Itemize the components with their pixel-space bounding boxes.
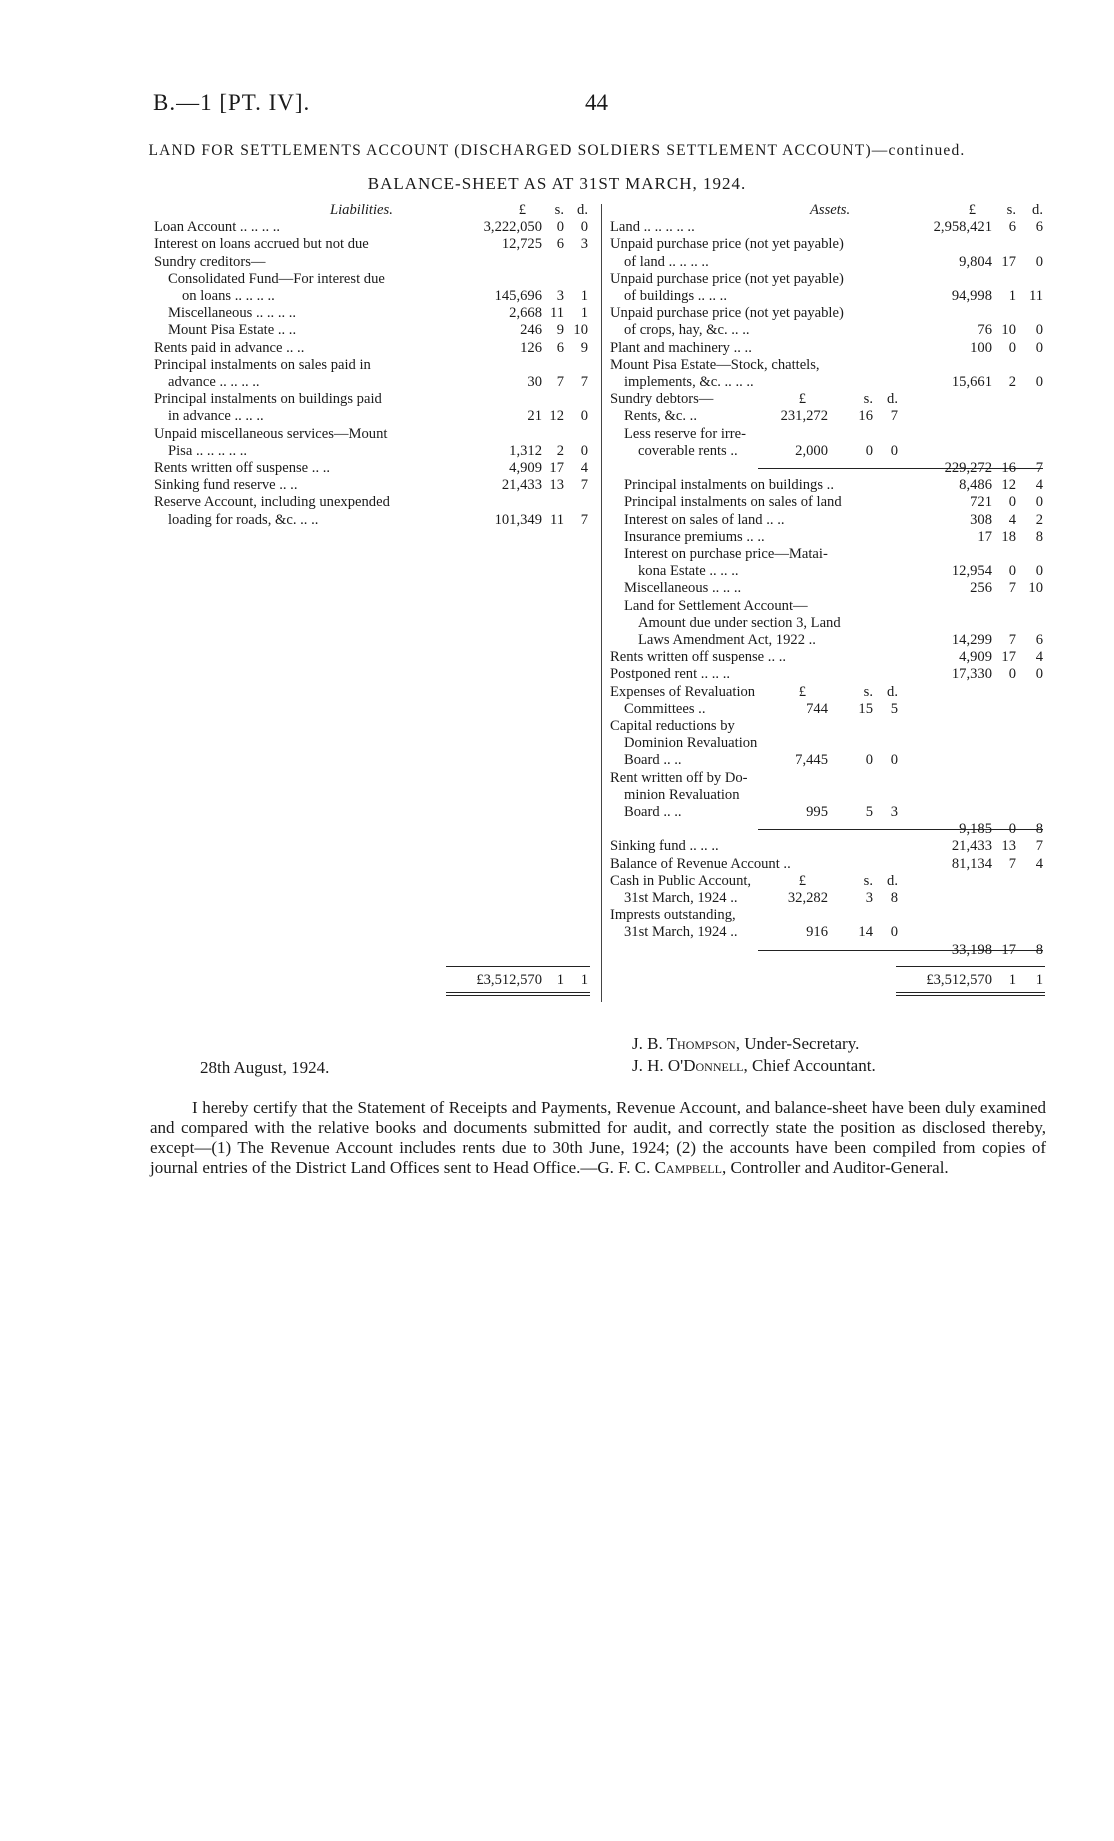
shilling-column-heading: s. [554, 202, 564, 218]
signature-date: 28th August, 1924. [200, 1058, 330, 1077]
amount-shillings: 2 [556, 442, 564, 459]
amount-pence: 6 [1035, 219, 1043, 236]
amount-shillings: 6 [1008, 219, 1016, 236]
total-shillings: 1 [1008, 972, 1016, 988]
amount-pence: 0 [1035, 374, 1043, 390]
amount-pounds: 17,330 [951, 666, 992, 683]
amount-pence: 0 [580, 442, 588, 459]
line-item-label: Principal instalments on sales paid in [154, 356, 371, 373]
amount-pence: 0 [1035, 666, 1043, 683]
line-item-label: Unpaid purchase price (not yet payable) [610, 305, 844, 322]
amount-shillings: 3 [556, 288, 564, 304]
amount-pounds: 256 [970, 580, 992, 597]
line-item-label: Sundry debtors— [610, 391, 714, 408]
sub-amount-pence: 0 [890, 924, 898, 941]
amount-pence: 0 [1035, 494, 1043, 511]
sub-pound-heading: £ [798, 391, 806, 408]
total-pounds: £3,512,570 [476, 972, 542, 988]
amount-pence: 4 [1035, 477, 1043, 494]
sub-amount-shillings: 15 [858, 700, 873, 717]
amount-shillings: 13 [549, 477, 564, 494]
sub-shilling-heading: s. [863, 872, 873, 889]
amount-pounds: 17 [977, 528, 992, 545]
line-item-label: on loans .. .. .. .. [182, 288, 275, 304]
balance-sheet [150, 202, 1048, 1002]
line-item-label: Consolidated Fund—For interest due [168, 270, 385, 287]
amount-pounds: 126 [520, 339, 542, 356]
sub-amount-shillings: 3 [865, 890, 873, 906]
sub-amount-shillings: 14 [858, 924, 873, 941]
amount-pounds: 15,661 [951, 374, 992, 390]
line-item-label: Mount Pisa Estate—Stock, chattels, [610, 356, 820, 373]
sub-amount-pounds: 7,445 [795, 752, 828, 769]
sub-amount-pence: 7 [890, 408, 898, 425]
amount-pounds: 12,725 [501, 236, 542, 253]
signatory-title: , Chief Accountant. [743, 1056, 876, 1075]
sub-shilling-heading: s. [863, 683, 873, 700]
total-pence: 1 [1035, 972, 1043, 988]
line-item-label: Interest on loans accrued but not due [154, 236, 369, 253]
line-item-label: Principal instalments on buildings .. [624, 477, 834, 494]
sub-amount-pounds: 744 [806, 700, 828, 717]
sub-pound-heading: £ [798, 683, 806, 700]
amount-pounds: 81,134 [951, 855, 992, 872]
sub-amount-pence: 5 [890, 700, 898, 717]
amount-pence: 8 [1035, 528, 1043, 545]
amount-pounds: 9,185 [959, 821, 992, 838]
line-item-label: Unpaid purchase price (not yet payable) [610, 236, 844, 253]
line-item-label: advance .. .. .. .. [168, 374, 260, 390]
sub-amount-pence: 0 [890, 752, 898, 769]
column-heading: Liabilities. [330, 202, 393, 218]
amount-shillings: 13 [1001, 838, 1016, 855]
signatory-name: J. B. Thompson [632, 1034, 736, 1053]
line-item-label: Postponed rent .. .. .. [610, 666, 730, 683]
line-item-label: of buildings .. .. .. [624, 288, 727, 304]
sub-amount-pounds: 916 [806, 924, 828, 941]
line-item-label: Rents paid in advance .. .. [154, 339, 305, 356]
line-item-label: Sinking fund reserve .. .. [154, 477, 298, 494]
amount-pence: 8 [1035, 821, 1043, 838]
line-item-label: Dominion Revaluation [624, 735, 758, 752]
line-item-label: of land .. .. .. .. [624, 253, 709, 270]
amount-shillings: 1 [1008, 288, 1016, 304]
total-rule-top [896, 966, 1045, 967]
amount-pounds: 3,222,050 [483, 219, 542, 236]
line-item-label: Cash in Public Account, [610, 872, 752, 889]
amount-pence: 6 [1035, 632, 1043, 648]
sub-amount-pounds: 995 [806, 804, 828, 820]
line-item-label: Loan Account .. .. .. .. [154, 219, 281, 236]
amount-shillings: 18 [1001, 528, 1016, 545]
column-heading: Assets. [810, 202, 851, 218]
sub-amount-shillings: 16 [858, 408, 873, 425]
amount-pounds: 33,198 [951, 941, 992, 958]
amount-pence: 7 [1035, 460, 1043, 476]
amount-pounds: 4,909 [509, 460, 542, 476]
amount-pounds: 101,349 [494, 511, 542, 528]
line-item-label: coverable rents .. [638, 442, 738, 459]
amount-shillings: 11 [549, 511, 564, 528]
sub-shilling-heading: s. [863, 391, 873, 408]
balance-sheet-title: BALANCE-SHEET AS AT 31ST MARCH, 1924. [367, 174, 747, 193]
page-number: 44 [585, 90, 608, 115]
amount-shillings: 17 [549, 460, 564, 476]
line-item-label: Insurance premiums .. .. [624, 528, 765, 545]
line-item-label: Rent written off by Do- [610, 769, 748, 786]
total-pence: 1 [580, 972, 588, 988]
amount-pounds: 246 [520, 322, 542, 339]
pound-column-heading: £ [518, 202, 526, 218]
signatory-name: J. H. O'Donnell [632, 1056, 744, 1075]
column-divider [601, 204, 602, 1002]
line-item-label: of crops, hay, &c. .. .. [624, 322, 750, 339]
amount-pounds: 145,696 [494, 288, 542, 304]
line-item-label: Interest on sales of land .. .. [624, 511, 785, 528]
line-item-label: Rents written off suspense .. .. [610, 649, 787, 666]
amount-pence: 0 [1035, 322, 1043, 339]
line-item-label: Principal instalments on buildings paid [154, 391, 382, 408]
sub-amount-pounds: 2,000 [795, 442, 828, 459]
amount-pence: 3 [580, 236, 588, 253]
line-item-label: Balance of Revenue Account .. [610, 855, 791, 872]
amount-shillings: 9 [556, 322, 564, 339]
line-item-label: Miscellaneous .. .. .. .. [168, 305, 297, 322]
amount-shillings: 2 [1008, 374, 1016, 390]
amount-pence: 8 [1035, 941, 1043, 958]
line-item-label: Capital reductions by [610, 718, 735, 734]
amount-shillings: 17 [1001, 941, 1016, 958]
amount-shillings: 17 [1001, 253, 1016, 270]
line-item-label: Land for Settlement Account— [624, 597, 808, 614]
amount-pence: 7 [580, 511, 588, 528]
amount-pounds: 8,486 [959, 477, 992, 494]
amount-shillings: 7 [1008, 855, 1016, 872]
amount-pence: 0 [1035, 253, 1043, 270]
amount-shillings: 4 [1008, 511, 1016, 528]
line-item-label: Laws Amendment Act, 1922 .. [638, 632, 816, 648]
shilling-column-heading: s. [1006, 202, 1016, 218]
sub-amount-pounds: 32,282 [787, 890, 828, 906]
pence-column-heading: d. [577, 202, 588, 218]
amount-pence: 0 [580, 219, 588, 236]
total-rule-bottom [446, 992, 590, 993]
signatory-chief-accountant [632, 1056, 876, 1076]
amount-shillings: 0 [1008, 666, 1016, 683]
total-rule-double [896, 995, 1045, 996]
amount-shillings: 0 [556, 219, 564, 236]
line-item-label: Reserve Account, including unexpended [154, 494, 390, 511]
document-reference: B.—1 [PT. IV]. [153, 90, 311, 115]
amount-pounds: 2,668 [509, 305, 542, 322]
line-item-label: Amount due under section 3, Land [638, 614, 841, 631]
amount-pounds: 21,433 [951, 838, 992, 855]
amount-shillings: 7 [556, 374, 564, 390]
sub-pence-heading: d. [887, 872, 898, 889]
amount-shillings: 0 [1008, 494, 1016, 511]
amount-shillings: 7 [1008, 632, 1016, 648]
amount-pounds: 2,958,421 [933, 219, 992, 236]
total-rule-bottom [896, 992, 1045, 993]
amount-shillings: 17 [1001, 649, 1016, 666]
certificate-text: I hereby certify that the Statement of Receipts and Payments, Revenue Account, and balance-sheet have been duly examined and compared with the relative books and documents submitted for audit, and correctly state the position as disclosed thereby, except—(1) The Revenue Account includes rents due to 30th June, 1924; (2) the accounts have been compiled from copies of journal entries of the District Land Offices sent to Head Office.— [150, 1098, 1046, 1177]
amount-pounds: 30 [527, 374, 542, 390]
sub-pence-heading: d. [887, 391, 898, 408]
amount-shillings: 12 [1001, 477, 1016, 494]
amount-pounds: 100 [970, 339, 992, 356]
audit-certificate [150, 1098, 1046, 1178]
amount-shillings: 6 [556, 339, 564, 356]
line-item-label: Sundry creditors— [154, 253, 266, 270]
amount-pence: 1 [580, 305, 588, 322]
line-item-label: Land .. .. .. .. .. [610, 219, 695, 236]
amount-pounds: 21,433 [501, 477, 542, 494]
line-item-label: Sinking fund .. .. .. [610, 838, 719, 855]
signatory-under-secretary [632, 1034, 859, 1054]
amount-pounds: 94,998 [951, 288, 992, 304]
sub-amount-shillings: 5 [865, 804, 873, 820]
amount-pounds: 721 [970, 494, 992, 511]
amount-shillings: 11 [549, 305, 564, 322]
amount-pence: 0 [580, 408, 588, 425]
page-title: LAND FOR SETTLEMENTS ACCOUNT (DISCHARGED SOLDIERS SETTLEMENT ACCOUNT)—continued. [148, 142, 966, 159]
amount-pounds: 4,909 [959, 649, 992, 666]
sub-amount-pence: 8 [890, 890, 898, 906]
total-pounds: £3,512,570 [926, 972, 992, 988]
amount-pounds: 1,312 [509, 442, 542, 459]
line-item-label: Principal instalments on sales of land [624, 494, 842, 511]
amount-pence: 4 [1035, 855, 1043, 872]
amount-pence: 7 [580, 477, 588, 494]
line-item-label: Mount Pisa Estate .. .. [168, 322, 297, 339]
total-rule-double [446, 995, 590, 996]
line-item-label: in advance .. .. .. [168, 408, 264, 425]
sub-amount-pounds: 231,272 [780, 408, 828, 425]
line-item-label: Plant and machinery .. .. [610, 339, 752, 356]
line-item-label: Rents written off suspense .. .. [154, 460, 331, 476]
line-item-label: Less reserve for irre- [624, 425, 746, 442]
amount-pounds: 14,299 [951, 632, 992, 648]
amount-pence: 1 [580, 288, 588, 304]
line-item-label: Miscellaneous .. .. .. [624, 580, 742, 597]
amount-shillings: 0 [1008, 821, 1016, 838]
pence-column-heading: d. [1032, 202, 1043, 218]
amount-pounds: 9,804 [959, 253, 992, 270]
amount-pence: 4 [1035, 649, 1043, 666]
amount-pence: 2 [1035, 511, 1043, 528]
line-item-label: 31st March, 1924 .. [624, 890, 738, 906]
sub-amount-pence: 0 [890, 442, 898, 459]
amount-shillings: 6 [556, 236, 564, 253]
amount-shillings: 0 [1008, 563, 1016, 580]
line-item-label: Pisa .. .. .. .. .. [168, 442, 248, 459]
line-item-label: Rents, &c. .. [624, 408, 697, 425]
amount-shillings: 10 [1001, 322, 1016, 339]
amount-shillings: 12 [549, 408, 564, 425]
certificate-signer-title: , Controller and Auditor-General. [721, 1158, 949, 1177]
line-item-label: loading for roads, &c. .. .. [168, 511, 319, 528]
total-shillings: 1 [556, 972, 564, 988]
amount-pence: 7 [580, 374, 588, 390]
sub-amount-shillings: 0 [865, 752, 873, 769]
line-item-label: Imprests outstanding, [610, 907, 736, 924]
amount-pounds: 21 [527, 408, 542, 425]
amount-pounds: 12,954 [951, 563, 992, 580]
sub-pence-heading: d. [887, 683, 898, 700]
amount-pence: 0 [1035, 339, 1043, 356]
line-item-label: minion Revaluation [624, 786, 740, 803]
amount-pence: 0 [1035, 563, 1043, 580]
sub-pound-heading: £ [798, 872, 806, 889]
amount-pounds: 308 [970, 511, 992, 528]
amount-shillings: 7 [1008, 580, 1016, 597]
amount-pence: 11 [1028, 288, 1043, 304]
certificate-signer: G. F. C. Campbell [597, 1158, 722, 1177]
amount-pounds: 229,272 [944, 460, 992, 476]
line-item-label: Interest on purchase price—Matai- [624, 546, 828, 562]
line-item-label: Expenses of Revaluation [610, 683, 756, 700]
sub-amount-pence: 3 [890, 804, 898, 820]
amount-shillings: 16 [1001, 460, 1016, 476]
signatory-title: , Under-Secretary. [735, 1034, 860, 1053]
line-item-label: 31st March, 1924 .. [624, 924, 738, 941]
line-item-label: implements, &c. .. .. .. [624, 374, 754, 390]
amount-pence: 7 [1035, 838, 1043, 855]
line-item-label: Unpaid purchase price (not yet payable) [610, 270, 844, 287]
line-item-label: Board .. .. [624, 804, 682, 820]
amount-pounds: 76 [977, 322, 992, 339]
sub-amount-shillings: 0 [865, 442, 873, 459]
line-item-label: Committees .. [624, 700, 706, 717]
amount-shillings: 0 [1008, 339, 1016, 356]
amount-pence: 4 [580, 460, 588, 476]
line-item-label: kona Estate .. .. .. [638, 563, 739, 580]
amount-pence: 9 [580, 339, 588, 356]
total-rule-top [446, 966, 590, 967]
line-item-label: Unpaid miscellaneous services—Mount [154, 425, 388, 442]
amount-pence: 10 [573, 322, 588, 339]
line-item-label: Board .. .. [624, 752, 682, 769]
pound-column-heading: £ [968, 202, 976, 218]
amount-pence: 10 [1028, 580, 1043, 597]
